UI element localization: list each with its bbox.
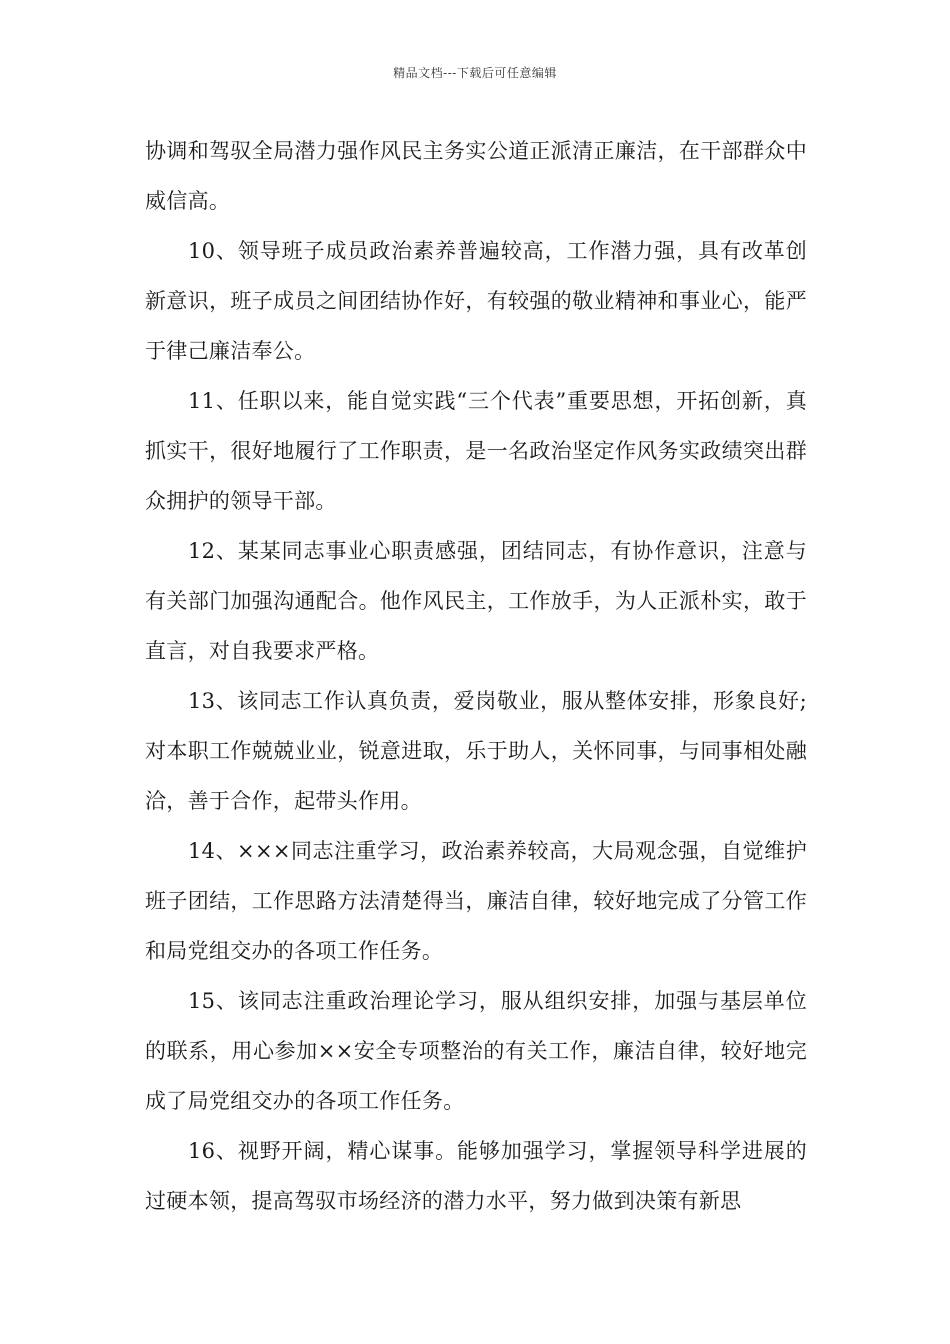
paragraph-10: 10、领导班子成员政治素养普遍较高，工作潜力强，具有改革创新意识，班子成员之间团结协作好，有较强的敬业精神和事业心，能严于律己廉洁奉公。 xyxy=(145,239,807,363)
paragraph-continuation: 协调和驾驭全局潜力强作风民主务实公道正派清正廉洁，在干部群众中威信高。 xyxy=(145,139,807,213)
paragraph-14: 14、×××同志注重学习，政治素养较高，大局观念强，自觉维护班子团结，工作思路方法清楚得当，廉洁自律，较好地完成了分管工作和局党组交办的各项工作任务。 xyxy=(145,839,807,963)
paragraph-15: 15、该同志注重政治理论学习，服从组织安排，加强与基层单位的联系，用心参加××安全专项整治的有关工作，廉洁自律，较好地完成了局党组交办的各项工作任务。 xyxy=(145,989,807,1113)
paragraph-16: 16、视野开阔，精心谋事。能够加强学习，掌握领导科学进展的过硬本领，提高驾驭市场经济的潜力水平，努力做到决策有新思 xyxy=(145,1139,807,1213)
page-header: 精品文档---下载后可任意编辑 xyxy=(393,66,557,80)
paragraph-12: 12、某某同志事业心职责感强，团结同志，有协作意识，注意与有关部门加强沟通配合。他作风民主，工作放手，为人正派朴实，敢于直言，对自我要求严格。 xyxy=(145,539,807,663)
paragraph-13: 13、该同志工作认真负责，爱岗敬业，服从整体安排，形象良好;对本职工作兢兢业业，锐意进取，乐于助人，关怀同事，与同事相处融洽，善于合作，起带头作用。 xyxy=(145,689,807,813)
document-body xyxy=(145,126,807,1226)
paragraph-11: 11、任职以来，能自觉实践“三个代表”重要思想，开拓创新，真抓实干，很好地履行了工作职责，是一名政治坚定作风务实政绩突出群众拥护的领导干部。 xyxy=(145,389,807,513)
